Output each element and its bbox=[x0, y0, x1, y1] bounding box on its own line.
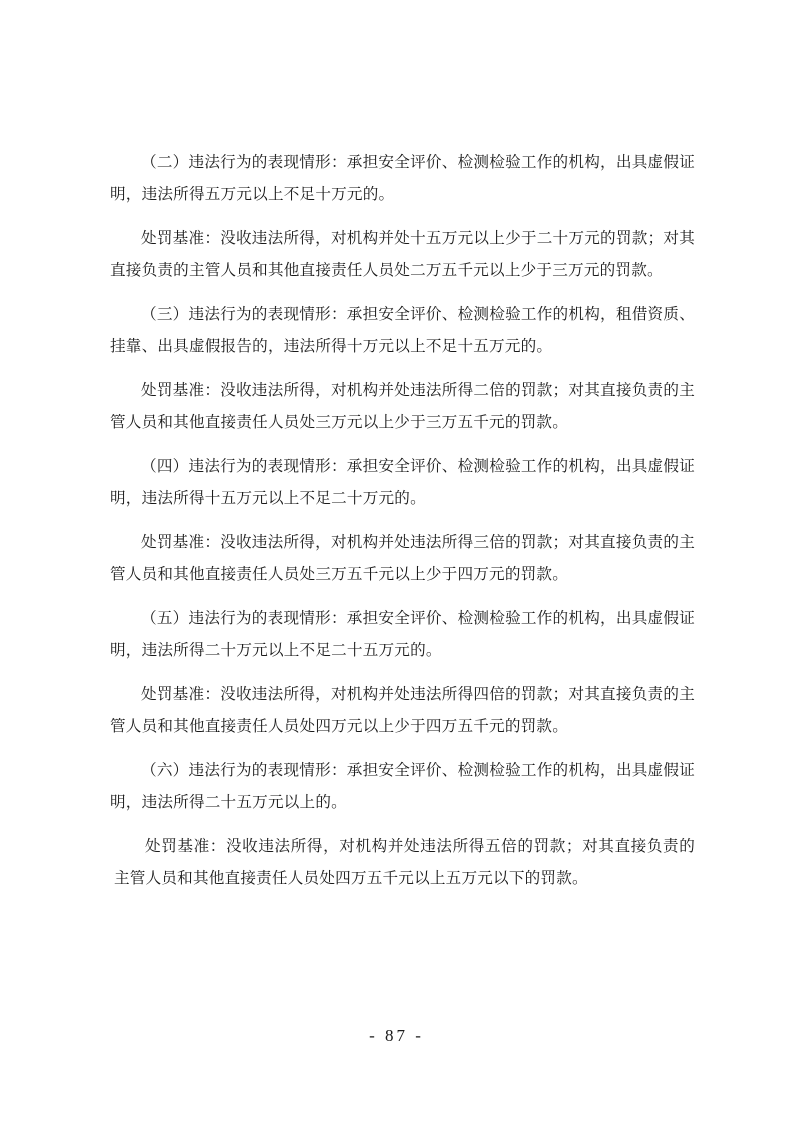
page-number: - 87 - bbox=[369, 1026, 424, 1045]
paragraph-penalty-3: 处罚基准：没收违法所得，对机构并处违法所得二倍的罚款；对其直接负责的主管人员和其他直接责任人员处三万元以上少于三万五千元的罚款。 bbox=[110, 381, 695, 431]
paragraph-violation-5: （五）违法行为的表现情形：承担安全评价、检测检验工作的机构，出具虚假证明，违法所得二十万元以上不足二十五万元的。 bbox=[110, 609, 695, 659]
paragraph-penalty-6: 处罚基准：没收违法所得，对机构并处违法所得五倍的罚款；对其直接负责的主管人员和其他直接责任人员处四万五千元以上五万元以下的罚款。 bbox=[114, 837, 695, 887]
paragraph-penalty-4: 处罚基准：没收违法所得，对机构并处违法所得三倍的罚款；对其直接负责的主管人员和其他直接责任人员处三万五千元以上少于四万元的罚款。 bbox=[110, 533, 695, 583]
document-body bbox=[110, 146, 695, 906]
paragraph-violation-6: （六）违法行为的表现情形：承担安全评价、检测检验工作的机构，出具虚假证明，违法所得二十五万元以上的。 bbox=[110, 761, 695, 811]
paragraph-violation-3: （三）违法行为的表现情形：承担安全评价、检测检验工作的机构，租借资质、挂靠、出具虚假报告的，违法所得十万元以上不足十五万元的。 bbox=[110, 305, 695, 355]
paragraph-penalty-5: 处罚基准：没收违法所得，对机构并处违法所得四倍的罚款；对其直接负责的主管人员和其他直接责任人员处四万元以上少于四万五千元的罚款。 bbox=[110, 685, 695, 735]
paragraph-penalty-2: 处罚基准：没收违法所得，对机构并处十五万元以上少于二十万元的罚款；对其直接负责的主管人员和其他直接责任人员处二万五千元以上少于三万元的罚款。 bbox=[110, 229, 695, 279]
paragraph-violation-2: （二）违法行为的表现情形：承担安全评价、检测检验工作的机构，出具虚假证明，违法所得五万元以上不足十万元的。 bbox=[110, 153, 695, 203]
paragraph-violation-4: （四）违法行为的表现情形：承担安全评价、检测检验工作的机构，出具虚假证明，违法所得十五万元以上不足二十万元的。 bbox=[110, 457, 695, 507]
